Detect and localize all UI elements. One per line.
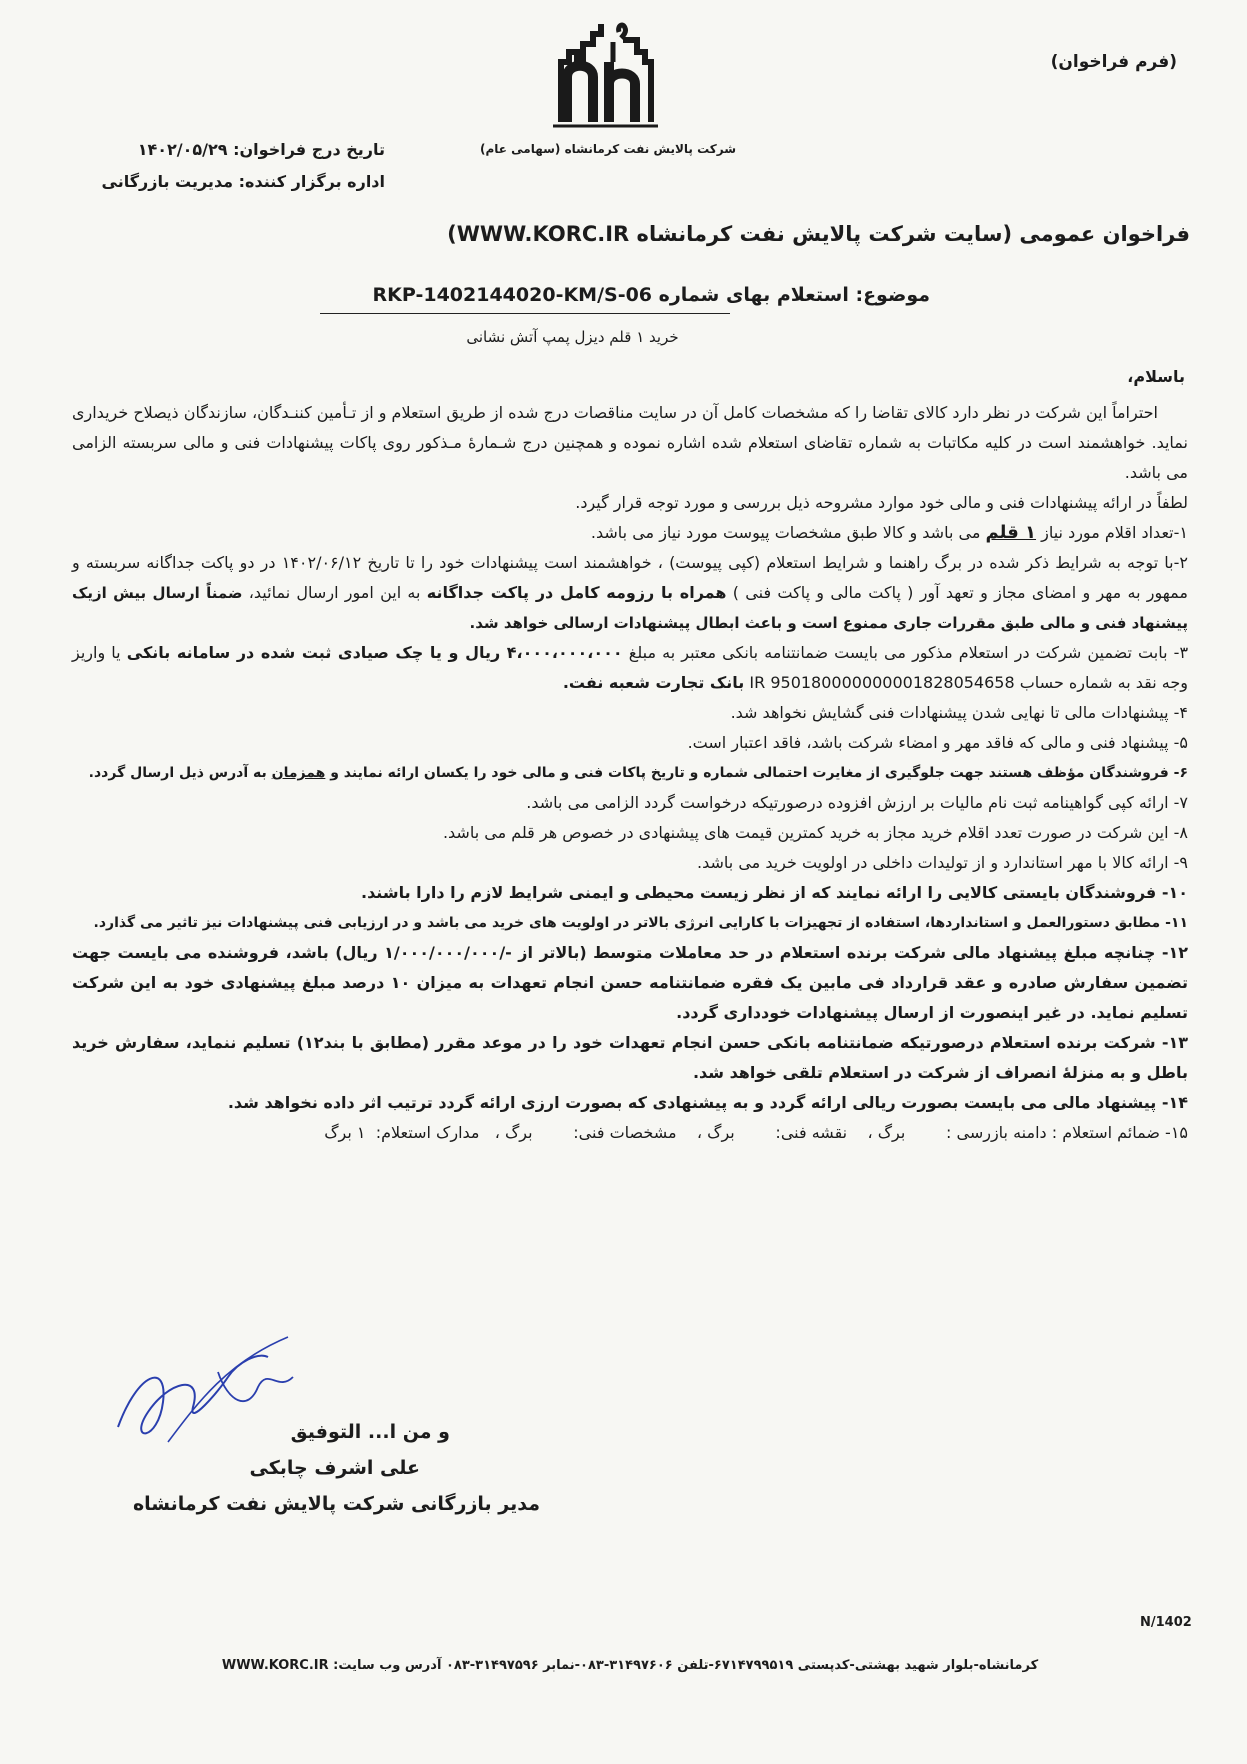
item-1-quantity: ۱ قلم (985, 522, 1037, 543)
item-6: ۶- فروشندگان مؤظف هستند جهت جلوگیری از مغایرت احتمالی شماره و تاریخ پاکات فنی و مالی خود را یکسان ارائه نمایند و همزمان به آدرس ذیل ارسال گردد. (88, 765, 1188, 781)
item-11: ۱۱- مطابق دستورالعمل و استانداردها، استفاده از تجهیزات با کارایی انرژی بالاتر در اولویت های خرید می باشد و در ارزیابی فنی پیشنهادات نیز تاثیر می گذارد. (93, 915, 1188, 931)
item-3: ۳- بابت تضمین شرکت در استعلام مذکور می بایست ضمانتنامه بانکی معتبر به مبلغ ۴،۰۰۰،۰۰۰،۰۰۰ ریال و یا چک صیادی ثبت شده در سامانه بانکی یا واریز وجه نقد به شماره حساب IR 950180000000001828054658 بانک تجارت شعبه نفت. (72, 643, 1189, 692)
subject-prefix: موضوع: استعلام بهای شماره (658, 284, 930, 306)
intro-paragraph: احتراماً این شرکت در نظر دارد کالای تقاضا را که مشخصات کامل آن در سایت مناقصات درج شده از طریق استعلام و از تـأمین کننـدگان، سازندگان ذیصلاح خریداری نماید. خواهشمند است در کلیه مکاتبات به شماره تقاضای استعلام شده اشاره نموده و همچنین درج شـمارۀ مـذکور روی پاکات پیشنهادات فنی و مالی سربسته الزامی می باشد. (71, 403, 1188, 482)
item-15: ۱۵- ضمائم استعلام : دامنه بازرسی : برگ ، نقشه فنی: برگ ، مشخصات فنی: برگ ، مدارک استعلام: ۱ برگ (324, 1123, 1188, 1142)
signatory-name: علی اشرف چابکی (249, 1457, 420, 1479)
item-7: ۷- ارائه کپی گواهینامه ثبت نام مالیات بر ارزش افزوده درصورتیکه درخواست گردد الزامی می باشد. (526, 793, 1188, 812)
bank-account: IR 950180000000001828054658 (749, 673, 1015, 692)
item-4: ۴- پیشنهادات مالی تا نهایی شدن پیشنهادات فنی گشایش نخواهد شد. (730, 703, 1188, 722)
item-12: ۱۲- چنانچه مبلغ پیشنهاد مالی شرکت برنده استعلام در حد معاملات متوسط (بالاتر از -/۱/۰۰۰/۰۰۰/۰۰۰ ریال) باشد، فروشنده می بایست جهت تضمین سفارش صادره و عقد قرارداد فی مابین یک فقره ضمانتنامه حسن انجام تعهدات به میزان ۱۰ درصد مبلغ پیشنهادی خود به این شرکت تسلیم نماید. در غیر اینصورت از ارسال پیشنهادات خودداری گردد. (72, 943, 1189, 1022)
signatory-title: مدیر بازرگانی شرکت پالایش نفت کرمانشاه (132, 1493, 540, 1515)
company-logo-icon (553, 22, 658, 132)
subject-line (340, 284, 930, 306)
form-label: (فرم فراخوان) (1050, 52, 1177, 72)
body-text (72, 398, 1188, 1148)
page-title: فراخوان عمومی (سایت شرکت پالایش نفت کرمانشاه WWW.KORC.IR) (447, 222, 1190, 246)
intro-note: لطفاً در ارائه پیشنهادات فنی و مالی خود موارد مشروحه ذیل بررسی و مورد توجه قرار گیرد. (575, 493, 1188, 512)
footer-address: کرمانشاه-بلوار شهید بهشتی-کدپستی ۶۷۱۴۷۹۹۵۱۹-تلفن ۳۱۴۹۷۶۰۶-۰۸۳-نمابر ۳۱۴۹۷۵۹۶-۰۸۳ آدرس وب سایت: WWW.KORC.IR (221, 1658, 1039, 1673)
subject-subtitle: خرید ۱ قلم دیزل پمپ آتش نشانی (466, 328, 679, 346)
subject-code: RKP-1402144020-KM/S-06 (372, 284, 653, 306)
meta-block (95, 134, 385, 198)
company-name: شرکت پالایش نفت کرمانشاه (سهامی عام) (479, 142, 737, 156)
closing-phrase: و من ا... التوفیق (290, 1421, 450, 1443)
closing-block (120, 1414, 540, 1522)
publish-date: تاریخ درج فراخوان: ۱۴۰۲/۰۵/۲۹ (137, 140, 385, 159)
subject-underline (320, 313, 730, 314)
item-10: ۱۰- فروشندگان بایستی کالایی را ارائه نمایند که از نظر زیست محیطی و ایمنی شرایط لازم را دارا باشند. (360, 883, 1188, 902)
greeting: باسلام، (1127, 367, 1185, 386)
item-5: ۵- پیشنهاد فنی و مالی که فاقد مهر و امضاء شرکت باشد، فاقد اعتبار است. (687, 733, 1188, 752)
reference-number: N/1402 (1140, 1615, 1192, 1630)
item-13: ۱۳- شرکت برنده استعلام درصورتیکه ضمانتنامه بانکی حسن انجام تعهدات خود را در موعد مقرر (مطابق با بند۱۲) تسلیم ننماید، سفارش خرید باطل و به منزلهٔ انصراف از شرکت در استعلام تلقی خواهد شد. (72, 1033, 1188, 1082)
item-14: ۱۴- پیشنهاد مالی می بایست بصورت ریالی ارائه گردد و به پیشنهادی که بصورت ارزی ارائه گردد ترتیب اثر داده نخواهد شد. (227, 1093, 1188, 1112)
item-8: ۸- این شرکت در صورت تعدد اقلام خرید مجاز به خرید کمترین قیمت های پیشنهادی در خصوص هر قلم می باشد. (442, 823, 1188, 842)
item-1: ۱-تعداد اقلام مورد نیاز ۱ قلم می باشد و کالا طبق مشخصات پیوست مورد نیاز می باشد. (590, 522, 1188, 543)
item-9: ۹- ارائه کالا با مهر استاندارد و از تولیدات داخلی در اولویت خرید می باشد. (697, 853, 1188, 872)
organizer: اداره برگزار کننده: مدیریت بازرگانی (101, 172, 385, 191)
item-2: ۲-با توجه به شرایط ذکر شده در برگ راهنما و شرایط استعلام (کپی پیوست) ، خواهشمند است پیشنهادات خود را تا تاریخ ۱۴۰۲/۰۶/۱۲ در دو پاکت جداگانه سربسته و ممهور به مهر و امضای مجاز و تعهد آور ( پاکت مالی و پاکت فنی ) همراه با رزومه کامل در پاکت جداگانه به این امور ارسال نمائید، ضمناً ارسال بیش ازیک پیشنهاد فنی و مالی طبق مقررات جاری ممنوع است و باعث ابطال پیشنهادات ارسالی خواهد شد. (72, 553, 1189, 632)
